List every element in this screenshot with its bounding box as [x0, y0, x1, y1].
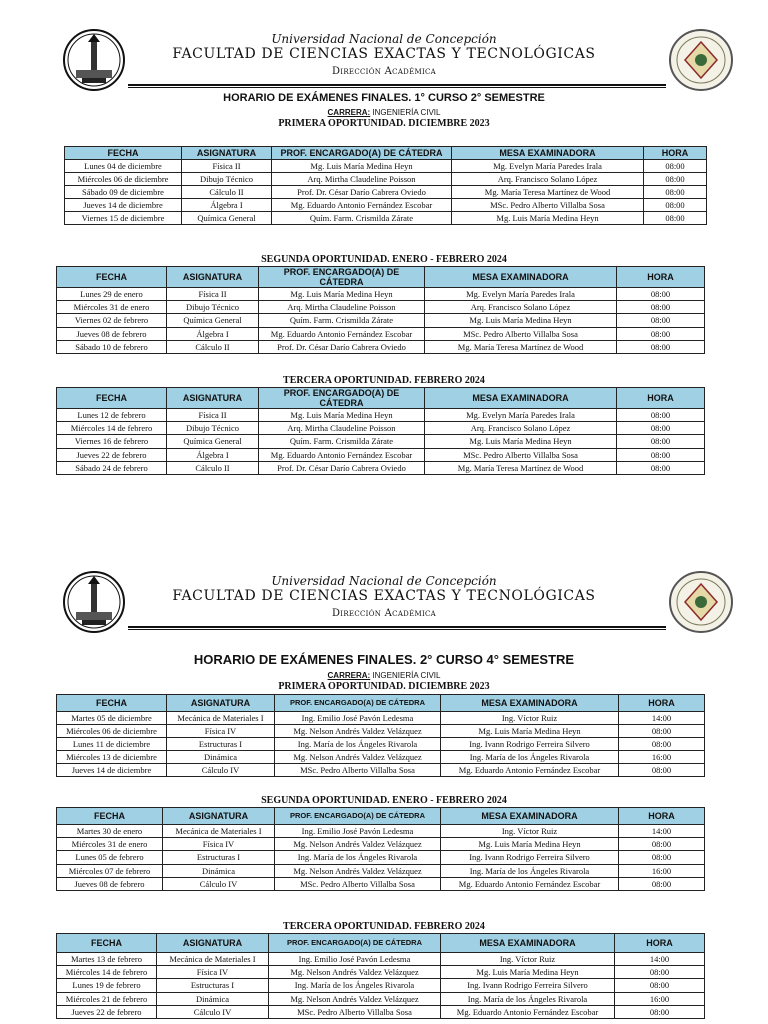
header-asignatura: ASIGNATURA: [167, 695, 275, 712]
header-mesa-examinadora: MESA EXAMINADORA: [452, 147, 644, 160]
cell-fecha: Miércoles 31 de enero: [57, 838, 163, 851]
cell-fecha: Jueves 22 de febrero: [57, 1005, 157, 1018]
faculty-name: FACULTAD DE CIENCIAS EXACTAS Y TECNOLÓGICAS: [172, 46, 596, 62]
header-mesa-examinadora: MESA EXAMINADORA: [425, 388, 617, 409]
header-mesa-examinadora: MESA EXAMINADORA: [441, 695, 619, 712]
cell-hora: 08:00: [617, 435, 705, 448]
cell-hora: 08:00: [615, 979, 705, 992]
cell-hora: 08:00: [644, 212, 707, 225]
section-1-table-2-title: SEGUNDA OPORTUNIDAD. ENERO - FEBRERO 2024: [261, 254, 507, 265]
cell-fecha: Miércoles 14 de febrero: [57, 966, 157, 979]
direction-name: Dirección Académica: [331, 66, 437, 77]
cell-hora: 08:00: [617, 461, 705, 474]
header-hora: HORA: [615, 934, 705, 953]
cell-hora: 08:00: [619, 725, 705, 738]
header-asignatura: ASIGNATURA: [167, 388, 259, 409]
section-1-title: HORARIO DE EXÁMENES FINALES. 1° CURSO 2° SEMESTRE: [223, 92, 545, 104]
table-row: [57, 1005, 705, 1018]
cell-fecha: Jueves 08 de febrero: [57, 877, 163, 890]
cell-mesa-examinadora: Arq. Francisco Solano López: [425, 301, 617, 314]
header-profesor: PROF. ENCARGADO(A) DE CÁTEDRA: [272, 147, 452, 160]
cell-profesor: Ing. Emilio José Pavón Ledesma: [275, 712, 441, 725]
header-profesor: PROF. ENCARGADO(A) DE CÁTEDRA: [269, 934, 441, 953]
table-row: [57, 751, 705, 764]
header-hora: HORA: [617, 388, 705, 409]
cell-mesa-examinadora: Mg. Luis María Medina Heyn: [425, 435, 617, 448]
cell-fecha: Viernes 15 de diciembre: [65, 212, 182, 225]
cell-profesor: Ing. María de los Ángeles Rivarola: [269, 979, 441, 992]
cell-asignatura: Cálculo II: [167, 340, 259, 353]
cell-mesa-examinadora: Mg. Evelyn María Paredes Irala: [425, 409, 617, 422]
header-fecha: FECHA: [57, 695, 167, 712]
cell-asignatura: Dibujo Técnico: [167, 301, 259, 314]
cell-asignatura: Química General: [167, 314, 259, 327]
cell-profesor: Mg. Nelson Andrés Valdez Velázquez: [275, 838, 441, 851]
cell-hora: 08:00: [617, 422, 705, 435]
cell-mesa-examinadora: Mg. Luis María Medina Heyn: [452, 212, 644, 225]
cell-hora: 16:00: [619, 864, 705, 877]
cell-mesa-examinadora: Arq. Francisco Solano López: [425, 422, 617, 435]
cell-hora: 08:00: [619, 851, 705, 864]
cell-hora: 14:00: [619, 712, 705, 725]
faculty-name: FACULTAD DE CIENCIAS EXACTAS Y TECNOLÓGICAS: [172, 588, 596, 604]
header-hora: HORA: [617, 267, 705, 288]
cell-fecha: Martes 05 de diciembre: [57, 712, 167, 725]
table-row: [57, 725, 705, 738]
cell-hora: 08:00: [619, 877, 705, 890]
university-name: Universidad Nacional de Concepción: [271, 574, 497, 588]
cell-mesa-examinadora: Mg. Eduardo Antonio Fernández Escobar: [441, 1005, 615, 1018]
table-row: [57, 979, 705, 992]
header-profesor: PROF. ENCARGADO(A) DE CÁTEDRA: [259, 267, 425, 288]
table-row: [57, 435, 705, 448]
table-row: [65, 199, 707, 212]
cell-mesa-examinadora: Mg. María Teresa Martínez de Wood: [425, 340, 617, 353]
cell-asignatura: Dinámica: [157, 992, 269, 1005]
cell-asignatura: Física IV: [157, 966, 269, 979]
cell-mesa-examinadora: Ing. Ivann Rodrigo Ferreira Silvero: [441, 979, 615, 992]
cell-fecha: Martes 13 de febrero: [57, 953, 157, 966]
cell-asignatura: Física II: [167, 409, 259, 422]
cell-asignatura: Dibujo Técnico: [167, 422, 259, 435]
cell-mesa-examinadora: Ing. Víctor Ruiz: [441, 953, 615, 966]
cell-profesor: Ing. Emilio José Pavón Ledesma: [269, 953, 441, 966]
cell-mesa-examinadora: Ing. María de los Ángeles Rivarola: [441, 751, 619, 764]
section-2-title: HORARIO DE EXÁMENES FINALES. 2° CURSO 4° SEMESTRE: [193, 652, 575, 667]
cell-fecha: Lunes 11 de diciembre: [57, 738, 167, 751]
cell-profesor: Mg. Nelson Andrés Valdez Velázquez: [269, 966, 441, 979]
cell-asignatura: Mecánica de Materiales I: [157, 953, 269, 966]
cell-hora: 14:00: [619, 825, 705, 838]
cell-mesa-examinadora: Mg. Luis María Medina Heyn: [441, 838, 619, 851]
cell-asignatura: Estructuras I: [157, 979, 269, 992]
cell-fecha: Jueves 14 de diciembre: [57, 764, 167, 777]
cell-hora: 16:00: [619, 751, 705, 764]
cell-asignatura: Estructuras I: [163, 851, 275, 864]
table-row: [57, 301, 705, 314]
cell-profesor: MSc. Pedro Alberto Villalba Sosa: [269, 1005, 441, 1018]
header-asignatura: ASIGNATURA: [157, 934, 269, 953]
cell-profesor: Mg. Eduardo Antonio Fernández Escobar: [259, 327, 425, 340]
table-row: [57, 992, 705, 1005]
table-row: [65, 186, 707, 199]
table-header-row: [57, 808, 705, 825]
cell-profesor: Mg. Luis María Medina Heyn: [259, 288, 425, 301]
header-rule-thin: [128, 629, 666, 630]
cell-hora: 08:00: [619, 738, 705, 751]
section-1-table-3-title: TERCERA OPORTUNIDAD. FEBRERO 2024: [283, 375, 485, 386]
exam-table: [56, 694, 705, 777]
table-row: [57, 838, 705, 851]
cell-mesa-examinadora: Ing. Víctor Ruiz: [441, 825, 619, 838]
header-hora: HORA: [619, 808, 705, 825]
cell-asignatura: Cálculo II: [182, 186, 272, 199]
cell-mesa-examinadora: Arq. Francisco Solano López: [452, 173, 644, 186]
table-row: [57, 966, 705, 979]
header-rule: [128, 84, 666, 86]
cell-profesor: Mg. Eduardo Antonio Fernández Escobar: [259, 448, 425, 461]
cell-fecha: Miércoles 14 de febrero: [57, 422, 167, 435]
page-header-1: [0, 26, 768, 102]
cell-profesor: Mg. Luis María Medina Heyn: [259, 409, 425, 422]
table-row: [57, 877, 705, 890]
cell-hora: 08:00: [617, 301, 705, 314]
cell-profesor: MSc. Pedro Alberto Villalba Sosa: [275, 877, 441, 890]
cell-mesa-examinadora: Mg. Evelyn María Paredes Irala: [452, 160, 644, 173]
header-mesa-examinadora: MESA EXAMINADORA: [441, 808, 619, 825]
header-mesa-examinadora: MESA EXAMINADORA: [441, 934, 615, 953]
cell-profesor: Quím. Farm. Crismilda Zárate: [259, 435, 425, 448]
cell-fecha: Miércoles 06 de diciembre: [57, 725, 167, 738]
cell-hora: 08:00: [619, 838, 705, 851]
cell-fecha: Lunes 29 de enero: [57, 288, 167, 301]
cell-mesa-examinadora: Ing. María de los Ángeles Rivarola: [441, 992, 615, 1005]
cell-hora: 08:00: [617, 288, 705, 301]
header-hora: HORA: [619, 695, 705, 712]
table-row: [57, 314, 705, 327]
table-row: [57, 953, 705, 966]
cell-mesa-examinadora: Ing. María de los Ángeles Rivarola: [441, 864, 619, 877]
cell-asignatura: Cálculo IV: [157, 1005, 269, 1018]
cell-profesor: Mg. Nelson Andrés Valdez Velázquez: [275, 725, 441, 738]
header-asignatura: ASIGNATURA: [182, 147, 272, 160]
header-profesor: PROF. ENCARGADO(A) DE CÁTEDRA: [275, 808, 441, 825]
table-row: [57, 288, 705, 301]
cell-asignatura: Química General: [167, 435, 259, 448]
cell-asignatura: Cálculo IV: [167, 764, 275, 777]
cell-fecha: Miércoles 21 de febrero: [57, 992, 157, 1005]
cell-profesor: Arq. Mirtha Claudeline Poisson: [272, 173, 452, 186]
faculty-seal: [668, 570, 734, 634]
cell-fecha: Lunes 05 de febrero: [57, 851, 163, 864]
cell-profesor: Mg. Nelson Andrés Valdez Velázquez: [275, 751, 441, 764]
cell-fecha: Jueves 14 de diciembre: [65, 199, 182, 212]
cell-mesa-examinadora: Ing. Ivann Rodrigo Ferreira Silvero: [441, 738, 619, 751]
header-rule-thin: [128, 87, 666, 88]
faculty-seal: [668, 28, 734, 92]
cell-profesor: Mg. Luis María Medina Heyn: [272, 160, 452, 173]
cell-hora: 08:00: [644, 186, 707, 199]
cell-fecha: Miércoles 31 de enero: [57, 301, 167, 314]
cell-hora: 08:00: [619, 764, 705, 777]
cell-hora: 08:00: [644, 173, 707, 186]
cell-mesa-examinadora: Mg. María Teresa Martínez de Wood: [425, 461, 617, 474]
section-2-table-3-title: TERCERA OPORTUNIDAD. FEBRERO 2024: [283, 921, 485, 932]
table-row: [65, 173, 707, 186]
header-rule: [128, 626, 666, 628]
table-row: [57, 461, 705, 474]
cell-fecha: Martes 30 de enero: [57, 825, 163, 838]
cell-asignatura: Física II: [182, 160, 272, 173]
cell-fecha: Viernes 16 de febrero: [57, 435, 167, 448]
cell-fecha: Lunes 12 de febrero: [57, 409, 167, 422]
cell-asignatura: Mecánica de Materiales I: [163, 825, 275, 838]
table-row: [57, 825, 705, 838]
cell-fecha: Miércoles 06 de diciembre: [65, 173, 182, 186]
section-1-table-1-title: PRIMERA OPORTUNIDAD. DICIEMBRE 2023: [278, 118, 490, 129]
table-header-row: [57, 934, 705, 953]
cell-mesa-examinadora: Mg. María Teresa Martínez de Wood: [452, 186, 644, 199]
cell-profesor: Mg. Eduardo Antonio Fernández Escobar: [272, 199, 452, 212]
cell-asignatura: Estructuras I: [167, 738, 275, 751]
cell-asignatura: Física II: [167, 288, 259, 301]
cell-mesa-examinadora: Mg. Luis María Medina Heyn: [441, 966, 615, 979]
cell-hora: 16:00: [615, 992, 705, 1005]
cell-fecha: Miércoles 13 de diciembre: [57, 751, 167, 764]
cell-mesa-examinadora: MSc. Pedro Alberto Villalba Sosa: [425, 448, 617, 461]
page-header-2: [0, 568, 768, 644]
table-row: [57, 851, 705, 864]
cell-hora: 08:00: [644, 160, 707, 173]
cell-profesor: MSc. Pedro Alberto Villalba Sosa: [275, 764, 441, 777]
cell-hora: 08:00: [615, 966, 705, 979]
table-row: [57, 409, 705, 422]
cell-profesor: Prof. Dr. César Darío Cabrera Oviedo: [259, 340, 425, 353]
table-row: [57, 327, 705, 340]
exam-table: [56, 387, 705, 475]
header-fecha: FECHA: [65, 147, 182, 160]
cell-mesa-examinadora: MSc. Pedro Alberto Villalba Sosa: [452, 199, 644, 212]
cell-hora: 08:00: [617, 448, 705, 461]
cell-fecha: Sábado 24 de febrero: [57, 461, 167, 474]
cell-profesor: Ing. María de los Ángeles Rivarola: [275, 851, 441, 864]
cell-asignatura: Álgebra I: [167, 327, 259, 340]
cell-fecha: Lunes 04 de diciembre: [65, 160, 182, 173]
table-row: [57, 764, 705, 777]
cell-hora: 08:00: [617, 327, 705, 340]
cell-hora: 08:00: [644, 199, 707, 212]
cell-asignatura: Álgebra I: [167, 448, 259, 461]
cell-asignatura: Dinámica: [167, 751, 275, 764]
table-header-row: [57, 388, 705, 409]
section-2-table-1-title: PRIMERA OPORTUNIDAD. DICIEMBRE 2023: [278, 681, 490, 692]
exam-table: [56, 933, 705, 1019]
cell-hora: 08:00: [617, 409, 705, 422]
cell-mesa-examinadora: Ing. Ivann Rodrigo Ferreira Silvero: [441, 851, 619, 864]
table-row: [57, 738, 705, 751]
section-2-table-2-title: SEGUNDA OPORTUNIDAD. ENERO - FEBRERO 2024: [261, 795, 507, 806]
cell-hora: 08:00: [615, 1005, 705, 1018]
university-name: Universidad Nacional de Concepción: [271, 32, 497, 46]
cell-mesa-examinadora: Mg. Luis María Medina Heyn: [425, 314, 617, 327]
header-profesor: PROF. ENCARGADO(A) DE CÁTEDRA: [275, 695, 441, 712]
cell-profesor: Ing. Emilio José Pavón Ledesma: [275, 825, 441, 838]
cell-fecha: Sábado 10 de febrero: [57, 340, 167, 353]
table-row: [65, 212, 707, 225]
cell-profesor: Mg. Nelson Andrés Valdez Velázquez: [275, 864, 441, 877]
table-header-row: [57, 695, 705, 712]
cell-profesor: Mg. Nelson Andrés Valdez Velázquez: [269, 992, 441, 1005]
exam-table: [64, 146, 707, 225]
table-row: [57, 422, 705, 435]
cell-mesa-examinadora: Mg. Eduardo Antonio Fernández Escobar: [441, 877, 619, 890]
cell-profesor: Ing. María de los Ángeles Rivarola: [275, 738, 441, 751]
table-row: [57, 864, 705, 877]
header-fecha: FECHA: [57, 388, 167, 409]
cell-fecha: Jueves 08 de febrero: [57, 327, 167, 340]
cell-asignatura: Cálculo II: [167, 461, 259, 474]
cell-mesa-examinadora: MSc. Pedro Alberto Villalba Sosa: [425, 327, 617, 340]
header-asignatura: ASIGNATURA: [167, 267, 259, 288]
table-row: [57, 340, 705, 353]
table-header-row: [57, 267, 705, 288]
exam-table: [56, 807, 705, 891]
cell-hora: 08:00: [617, 340, 705, 353]
cell-profesor: Prof. Dr. César Darío Cabrera Oviedo: [259, 461, 425, 474]
direction-name: Dirección Académica: [331, 608, 437, 619]
cell-profesor: Arq. Mirtha Claudeline Poisson: [259, 422, 425, 435]
cell-asignatura: Física IV: [167, 725, 275, 738]
cell-hora: 08:00: [617, 314, 705, 327]
cell-asignatura: Cálculo IV: [163, 877, 275, 890]
section-2-carrera: CARRERA: INGENIERÍA CIVIL: [327, 671, 441, 680]
cell-fecha: Lunes 19 de febrero: [57, 979, 157, 992]
cell-profesor: Prof. Dr. César Darío Cabrera Oviedo: [272, 186, 452, 199]
cell-profesor: Arq. Mirtha Claudeline Poisson: [259, 301, 425, 314]
table-row: [57, 712, 705, 725]
cell-asignatura: Dinámica: [163, 864, 275, 877]
cell-mesa-examinadora: Mg. Luis María Medina Heyn: [441, 725, 619, 738]
cell-asignatura: Física IV: [163, 838, 275, 851]
cell-fecha: Jueves 22 de febrero: [57, 448, 167, 461]
cell-asignatura: Álgebra I: [182, 199, 272, 212]
table-row: [65, 160, 707, 173]
header-fecha: FECHA: [57, 267, 167, 288]
cell-profesor: Quím. Farm. Crismilda Zárate: [259, 314, 425, 327]
header-mesa-examinadora: MESA EXAMINADORA: [425, 267, 617, 288]
header-profesor: PROF. ENCARGADO(A) DE CÁTEDRA: [259, 388, 425, 409]
header-hora: HORA: [644, 147, 707, 160]
cell-hora: 14:00: [615, 953, 705, 966]
cell-mesa-examinadora: Mg. Eduardo Antonio Fernández Escobar: [441, 764, 619, 777]
section-1-carrera: CARRERA: INGENIERÍA CIVIL: [327, 108, 441, 117]
exam-table: [56, 266, 705, 354]
cell-profesor: Quím. Farm. Crismilda Zárate: [272, 212, 452, 225]
header-fecha: FECHA: [57, 934, 157, 953]
header-asignatura: ASIGNATURA: [163, 808, 275, 825]
cell-fecha: Miércoles 07 de febrero: [57, 864, 163, 877]
cell-asignatura: Mecánica de Materiales I: [167, 712, 275, 725]
table-row: [57, 448, 705, 461]
table-header-row: [65, 147, 707, 160]
cell-asignatura: Química General: [182, 212, 272, 225]
cell-fecha: Sábado 09 de diciembre: [65, 186, 182, 199]
cell-fecha: Viernes 02 de febrero: [57, 314, 167, 327]
cell-asignatura: Dibujo Técnico: [182, 173, 272, 186]
header-fecha: FECHA: [57, 808, 163, 825]
cell-mesa-examinadora: Mg. Evelyn María Paredes Irala: [425, 288, 617, 301]
cell-mesa-examinadora: Ing. Víctor Ruiz: [441, 712, 619, 725]
